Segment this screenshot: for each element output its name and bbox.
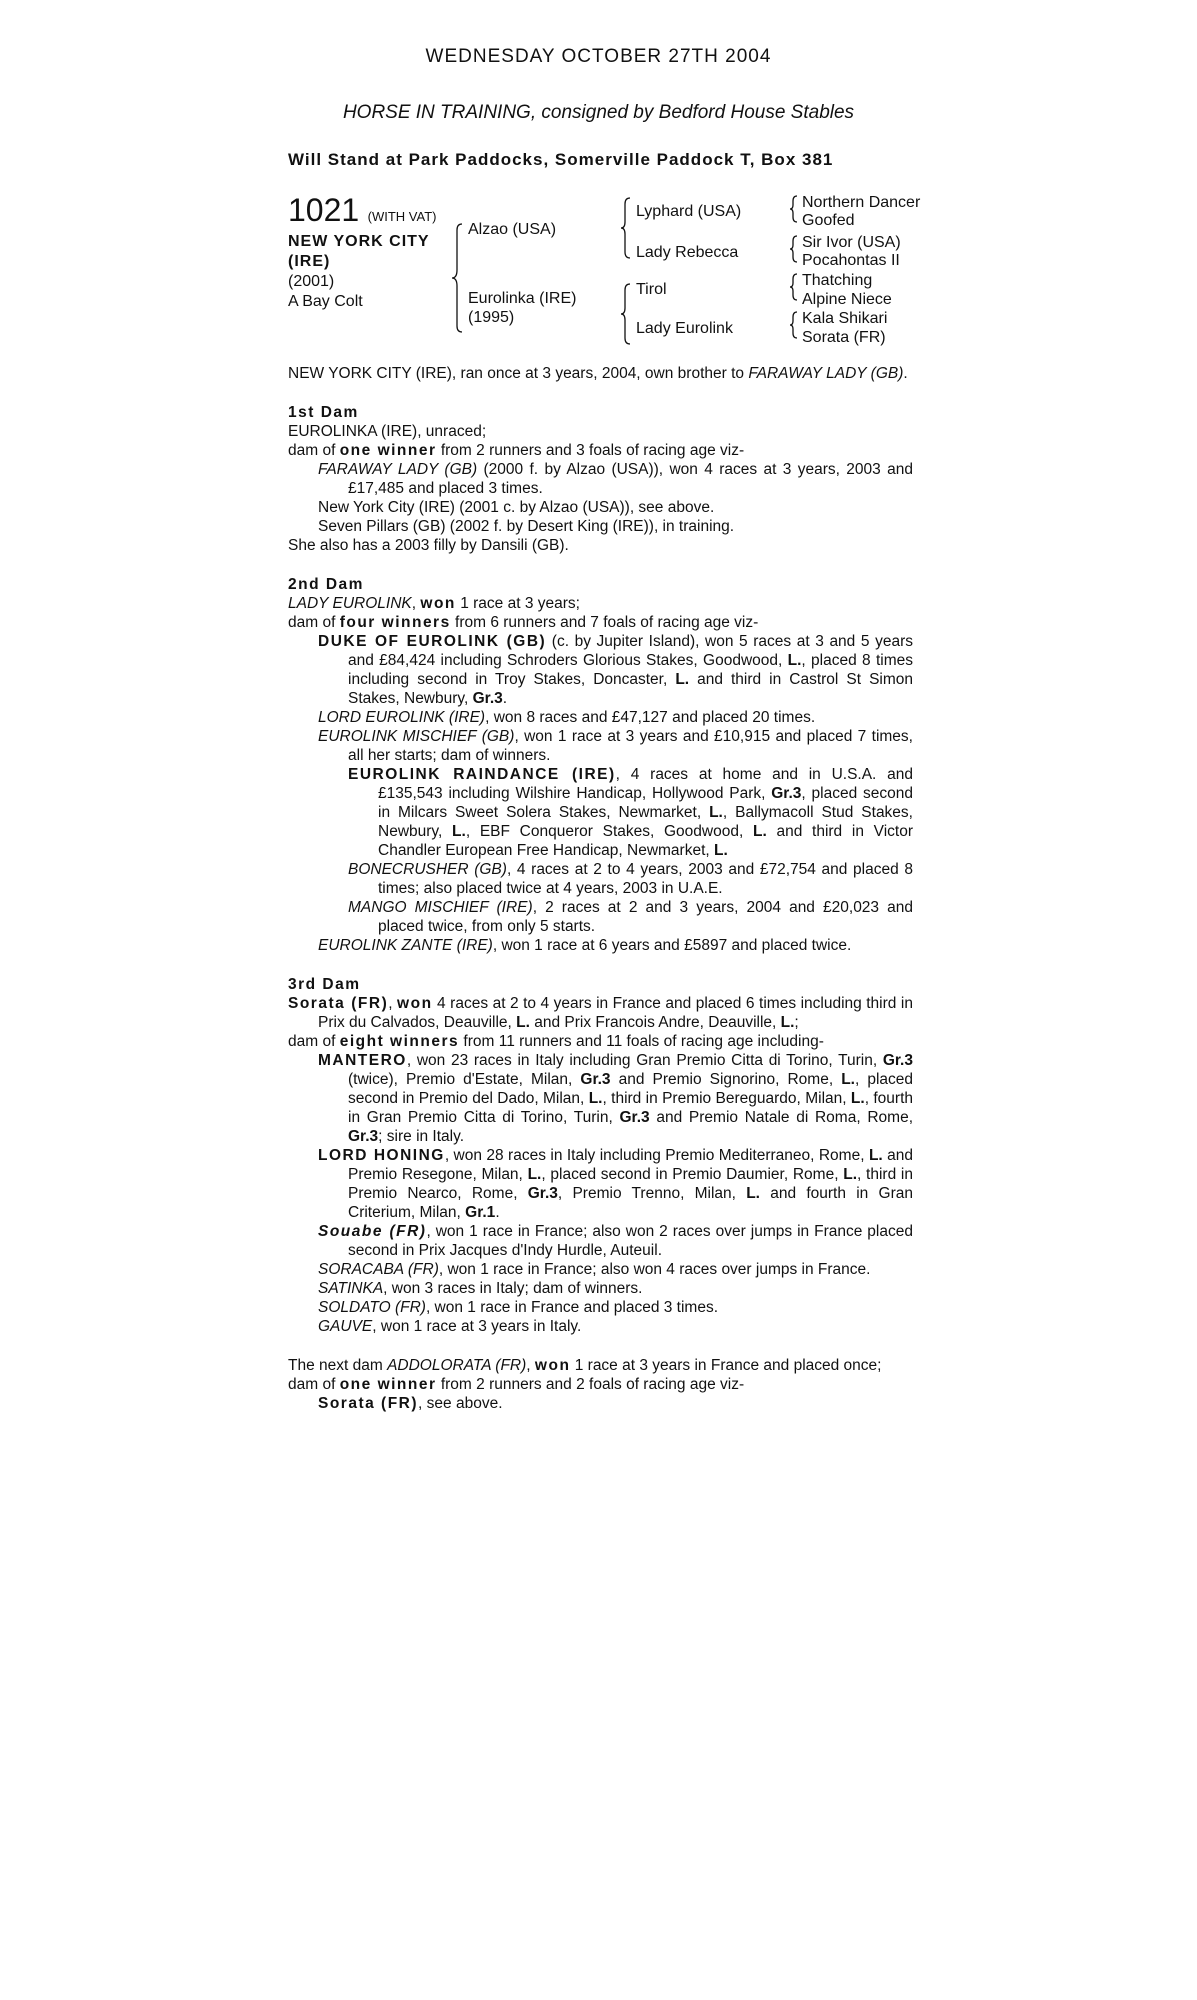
produce-entry: Sorata (FR), see above. — [318, 1395, 503, 1412]
pedigree-ggp-3: Sir Ivor (USA) — [802, 234, 901, 251]
pedigree-dam-sire: Tirol — [636, 281, 667, 298]
horse-name-line2: (IRE) — [288, 253, 331, 270]
produce-entry: GAUVE, won 1 race at 3 years in Italy. — [318, 1318, 582, 1335]
produce-entry: MANTERO, won 23 races in Italy including Gran Premio Citta di Torino, Turin, Gr.3 (twice), Premio d'Estate, Milan, Gr.3 and Premio Signorino, Rome, L., placed second in Premio del Dado, Milan, L., third in Premio Bereguardo, Milan, L., fourth in Gran Premio Citta di Torino, Turin, Gr.3 and Premio Natale di Roma, Rome, Gr.3; sire in Italy. — [318, 1052, 914, 1145]
pedigree-ggp-7: Kala Shikari — [802, 310, 888, 327]
grand-produce-entry: BONECRUSHER (GB), 4 races at 2 to 4 years, 2003 and £72,754 and placed 8 times; also placed twice at 4 years, 2003 in U.A.E. — [348, 861, 913, 897]
brace-ggp3 — [790, 274, 797, 300]
produce-entry: LORD EUROLINK (IRE), won 8 races and £47,127 and placed 20 times. — [318, 709, 816, 726]
pedigree-ggp-4: Pocahontas II — [802, 252, 900, 269]
foaling-year: (2001) — [288, 273, 335, 290]
third-dam-produce: dam of eight winners from 11 runners and 11 foals of racing age including- — [288, 1033, 824, 1050]
lot-vat-note: (WITH VAT) — [367, 209, 437, 224]
horse-description: A Bay Colt — [288, 293, 363, 310]
second-dam-line: LADY EUROLINK, won 1 race at 3 years; — [288, 595, 580, 612]
second-dam-produce: dam of four winners from 6 runners and 7 foals of racing age viz- — [288, 614, 759, 631]
third-dam-line: Sorata (FR), won 4 races at 2 to 4 years in France and placed 6 times including third in Prix du Calvados, Deauville, L. and Prix Francois Andre, Deauville, L.; — [288, 995, 913, 1031]
pedigree-dam-dam: Lady Eurolink — [636, 320, 733, 337]
third-dam-heading: 3rd Dam — [288, 976, 361, 993]
next-dam-produce: dam of one winner from 2 runners and 2 foals of racing age viz- — [288, 1376, 745, 1393]
pedigree-ggp-8: Sorata (FR) — [802, 329, 886, 346]
pedigree-ggp-1: Northern Dancer — [802, 194, 921, 211]
sale-date-header: WEDNESDAY OCTOBER 27TH 2004 — [425, 46, 772, 67]
produce-entry: FARAWAY LADY (GB) (2000 f. by Alzao (USA)), won 4 races at 3 years, 2003 and £17,485 and placed 3 times. — [318, 461, 913, 497]
produce-entry: SOLDATO (FR), won 1 race in France and placed 3 times. — [318, 1299, 719, 1316]
produce-entry: DUKE OF EUROLINK (GB) (c. by Jupiter Island), won 5 races at 3 and 5 years and £84,424 including Schroders Glorious Stakes, Goodwood, L., placed 8 times including second in Troy Stakes, Doncaster, L. and third in Castrol St Simon Stakes, Newbury, Gr.3. — [318, 633, 913, 707]
brace-dam — [621, 284, 630, 344]
pedigree-dam-year: (1995) — [468, 309, 515, 326]
brace-ggp1 — [790, 196, 797, 222]
grand-produce-entry: MANGO MISCHIEF (IRE), 2 races at 2 and 3 years, 2004 and £20,023 and placed twice, from only 5 starts. — [348, 899, 914, 935]
first-dam-heading: 1st Dam — [288, 404, 359, 421]
produce-entry: SORACABA (FR), won 1 race in France; also won 4 races over jumps in France. — [318, 1261, 871, 1278]
pedigree-dam — [468, 289, 576, 327]
intro-paragraph: NEW YORK CITY (IRE), ran once at 3 years, 2004, own brother to FARAWAY LADY (GB). — [288, 365, 908, 382]
stand-location: Will Stand at Park Paddocks, Somerville Paddock T, Box 381 — [288, 150, 834, 169]
pedigree-braces — [0, 0, 1197, 360]
brace-parents — [452, 224, 462, 332]
first-dam-line: EUROLINKA (IRE), unraced; — [288, 423, 487, 440]
produce-entry: New York City (IRE) (2001 c. by Alzao (USA)), see above. — [318, 499, 715, 516]
pedigree-sire-dam: Lady Rebecca — [636, 244, 739, 261]
brace-sire — [621, 198, 630, 258]
produce-entry: Souabe (FR), won 1 race in France; also won 2 races over jumps in France placed second in Prix Jacques d'Indy Hurdle, Auteuil. — [318, 1223, 913, 1259]
pedigree-sire: Alzao (USA) — [468, 221, 557, 238]
horse-name-line1: NEW YORK CITY — [288, 233, 430, 250]
produce-entry: SATINKA, won 3 races in Italy; dam of winners. — [318, 1280, 643, 1297]
produce-entry: EUROLINK MISCHIEF (GB), won 1 race at 3 years and £10,915 and placed 7 times, all her starts; dam of winners. — [318, 728, 913, 764]
produce-entry: EUROLINK ZANTE (IRE), won 1 race at 6 years and £5897 and placed twice. — [318, 937, 852, 954]
produce-note: She also has a 2003 filly by Dansili (GB). — [288, 537, 569, 554]
brace-ggp4 — [790, 312, 797, 338]
next-dam-line: The next dam ADDOLORATA (FR), won 1 race at 3 years in France and placed once; — [288, 1357, 882, 1374]
pedigree-ggp-2: Goofed — [802, 212, 855, 229]
second-dam-heading: 2nd Dam — [288, 576, 364, 593]
first-dam-produce: dam of one winner from 2 runners and 3 foals of racing age viz- — [288, 442, 745, 459]
pedigree-dam-name: Eurolinka (IRE) — [468, 290, 577, 307]
produce-entry: LORD HONING, won 28 races in Italy including Premio Mediterraneo, Rome, L. and Premio Resegone, Milan, L., placed second in Premio Daumier, Rome, L., third in Premio Nearco, Rome, Gr.3, Premio Trenno, Milan, L. and fourth in Gran Criterium, Milan, Gr.1. — [318, 1147, 913, 1221]
produce-entry: Seven Pillars (GB) (2002 f. by Desert King (IRE)), in training. — [318, 518, 735, 535]
grand-produce-entry: EUROLINK RAINDANCE (IRE), 4 races at home and in U.S.A. and £135,543 including Wilshire Handicap, Hollywood Park, Gr.3, placed second in Milcars Sweet Solera Stakes, Newmarket, L., Ballymacoll Stud Stakes, Newbury, L., EBF Conqueror Stakes, Goodwood, L. and third in Victor Chandler European Free Handicap, Newmarket, L. — [348, 766, 914, 859]
consignment-line: HORSE IN TRAINING, consigned by Bedford House Stables — [342, 102, 855, 123]
brace-ggp2 — [790, 236, 797, 262]
pedigree-notes — [288, 364, 913, 1413]
pedigree-sire-sire: Lyphard (USA) — [636, 203, 742, 220]
lot-number: 1021 — [288, 192, 360, 228]
pedigree-ggp-5: Thatching — [802, 272, 873, 289]
pedigree-ggp-6: Alpine Niece — [802, 291, 892, 308]
